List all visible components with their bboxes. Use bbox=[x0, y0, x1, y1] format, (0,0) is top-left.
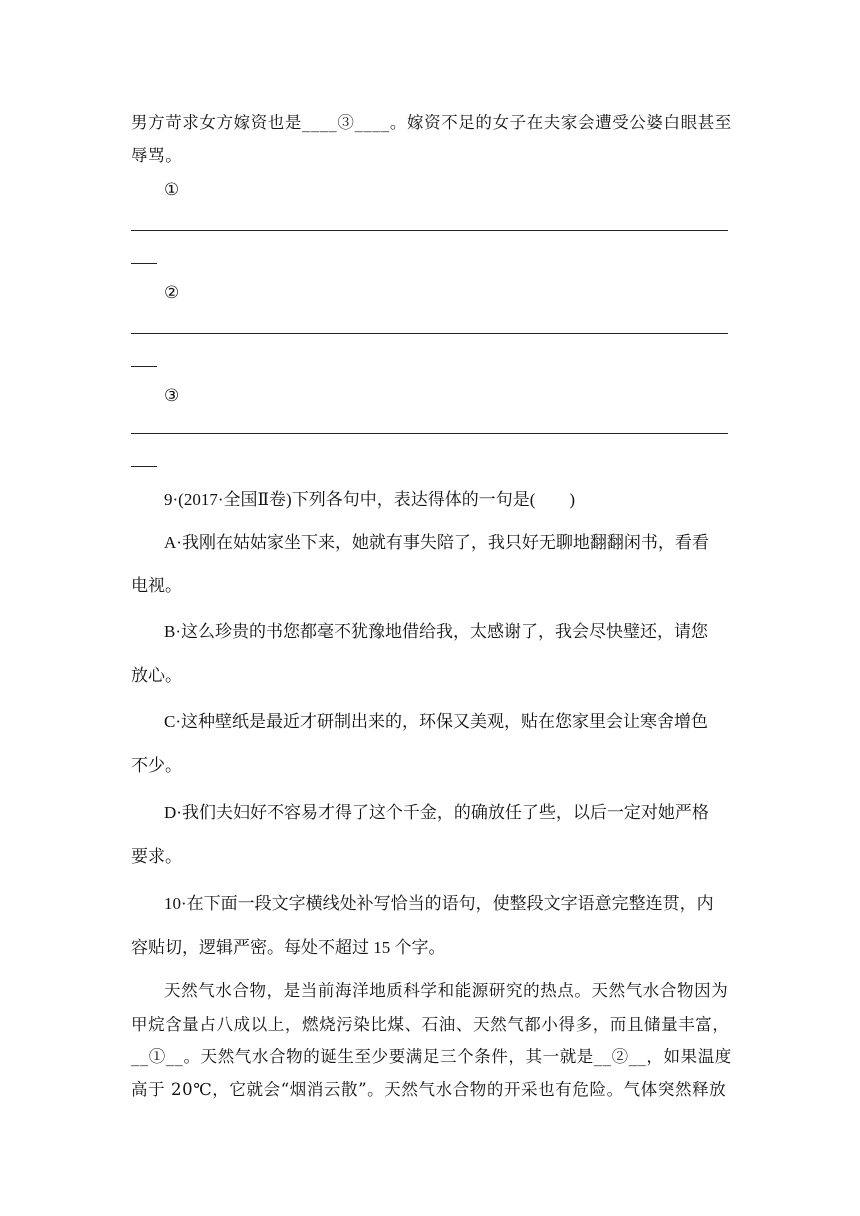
passage-line-1 bbox=[131, 111, 732, 135]
answer-line-1-continuation bbox=[131, 263, 157, 264]
q9-option-b-line-1: B·这么珍贵的书您都毫不犹豫地借给我，太感谢了，我会尽快璧还，请您 bbox=[164, 622, 708, 641]
passage-text: 。天然气水合物的诞生至少要满足三个条件，其一就是 bbox=[183, 1047, 594, 1066]
q9-option-a-line-2: 电视。 bbox=[131, 576, 182, 595]
answer-slot-label-2: ② bbox=[164, 283, 180, 303]
passage-text: ，如果温度 bbox=[646, 1047, 732, 1066]
answer-line-2-continuation bbox=[131, 366, 157, 367]
q10-passage-line-3 bbox=[131, 1045, 732, 1069]
question-9-stem: 9·(2017·全国Ⅱ卷)下列各句中，表达得体的一句是( ) bbox=[164, 490, 576, 509]
q9-option-d-line-1: D·我们夫妇好不容易才得了这个千金，的确放任了些，以后一定对她严格 bbox=[164, 803, 709, 822]
question-10-stem-line-1: 10·在下面一段文字横线处补写恰当的语句，使整段文字语意完整连贯，内 bbox=[164, 894, 714, 913]
passage-line-2: 辱骂。 bbox=[131, 146, 183, 165]
q10-passage-line-1: 天然气水合物，是当前海洋地质科学和能源研究的热点。天然气水合物因为 bbox=[164, 981, 729, 1000]
passage-text: 男方苛求女方嫁资也是 bbox=[131, 113, 302, 132]
passage-text: 。嫁资不足的女子在夫家会遭受公婆白眼甚至 bbox=[389, 113, 732, 132]
q9-option-a-line-1: A·我刚在姑姑家坐下来，她就有事失陪了，我只好无聊地翻翻闲书，看看 bbox=[164, 533, 709, 552]
blank-3: ____③____ bbox=[302, 113, 390, 132]
q9-option-c-line-2: 不少。 bbox=[131, 756, 182, 775]
answer-line-1[interactable] bbox=[131, 230, 728, 231]
blank-1[interactable]: __①__ bbox=[131, 1047, 184, 1066]
answer-slot-label-1: ① bbox=[164, 180, 180, 200]
answer-line-2[interactable] bbox=[131, 333, 728, 334]
q9-option-d-line-2: 要求。 bbox=[131, 847, 182, 866]
q10-passage-line-4: 高于 20℃，它就会“烟消云散”。天然气水合物的开采也有危险。气体突然释放 bbox=[131, 1080, 727, 1099]
answer-slot-label-3: ③ bbox=[164, 386, 180, 406]
answer-line-3-continuation bbox=[131, 466, 157, 467]
answer-line-3[interactable] bbox=[131, 433, 728, 434]
q9-option-b-line-2: 放心。 bbox=[131, 666, 182, 685]
q10-passage-line-2: 甲烷含量占八成以上，燃烧污染比煤、石油、天然气都小得多，而且储量丰富， bbox=[131, 1015, 730, 1034]
blank-2[interactable]: __②__ bbox=[593, 1047, 647, 1066]
question-10-stem-line-2: 容贴切，逻辑严密。每处不超过 15 个字。 bbox=[131, 938, 446, 957]
q9-option-c-line-1: C·这种壁纸是最近才研制出来的，环保又美观，贴在您家里会让寒舍增色 bbox=[164, 712, 708, 731]
